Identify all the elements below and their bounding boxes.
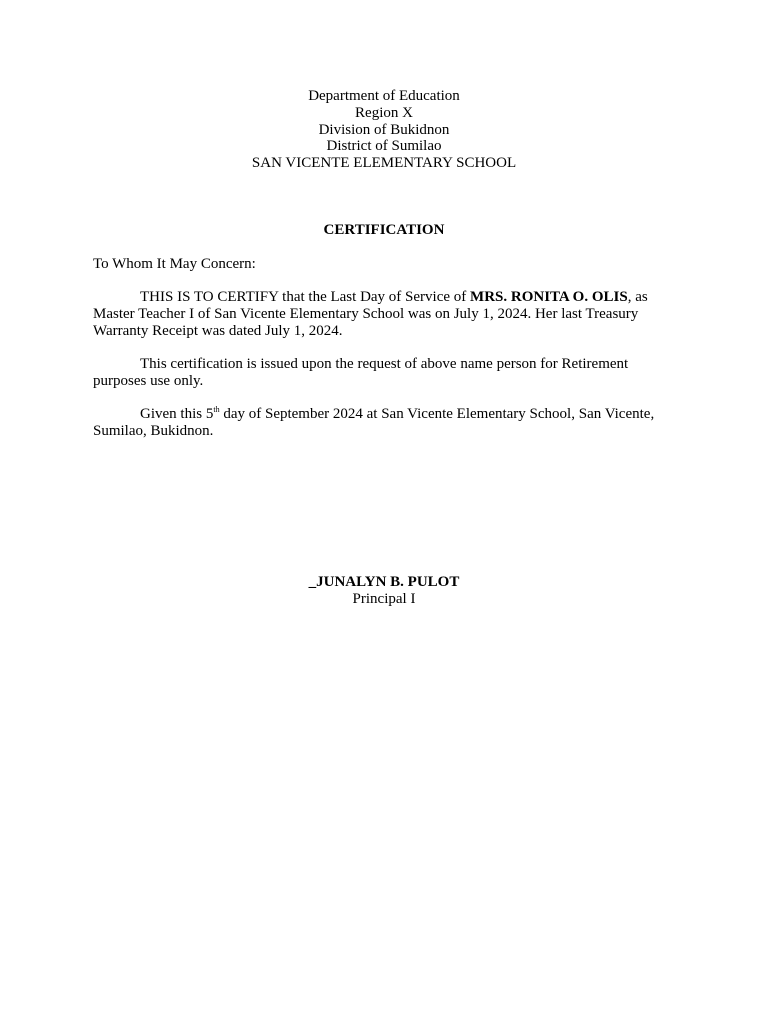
paragraph1-lead: THIS IS TO CERTIFY that the Last Day of Service of (140, 289, 471, 305)
division-line: Division of Bukidnon (318, 121, 450, 138)
document-title: CERTIFICATION (323, 222, 445, 238)
paragraph3-lead: Given this 5 (140, 406, 214, 422)
employee-name: MRS. RONITA O. OLIS (470, 289, 628, 305)
issuance-paragraph (93, 406, 678, 440)
certification-paragraph (93, 289, 678, 340)
paragraph3-rest: day of September 2024 at San Vicente Elementary School, San Vicente, Sumilao, Bukidnon. (93, 406, 655, 439)
ordinal-suffix: th (213, 405, 220, 414)
salutation: To Whom It May Concern: (93, 256, 256, 272)
signatory-name: _JUNALYN B. PULOT (308, 574, 460, 590)
paragraph1-rest: , as Master Teacher I of San Vicente Elementary School was on July 1, 2024. Her last Treasury Warranty Receipt was dated July 1, 2024. (93, 289, 648, 339)
letterhead (0, 88, 768, 172)
signature-block (0, 574, 768, 608)
school-line: SAN VICENTE ELEMENTARY SCHOOL (251, 155, 517, 172)
signatory-position: Principal I (352, 591, 416, 607)
department-line: Department of Education (308, 88, 460, 104)
region-line: Region X (355, 104, 413, 121)
purpose-paragraph: This certification is issued upon the request of above name person for Retirement purposes use only. (93, 356, 629, 389)
district-line: District of Sumilao (326, 138, 442, 155)
